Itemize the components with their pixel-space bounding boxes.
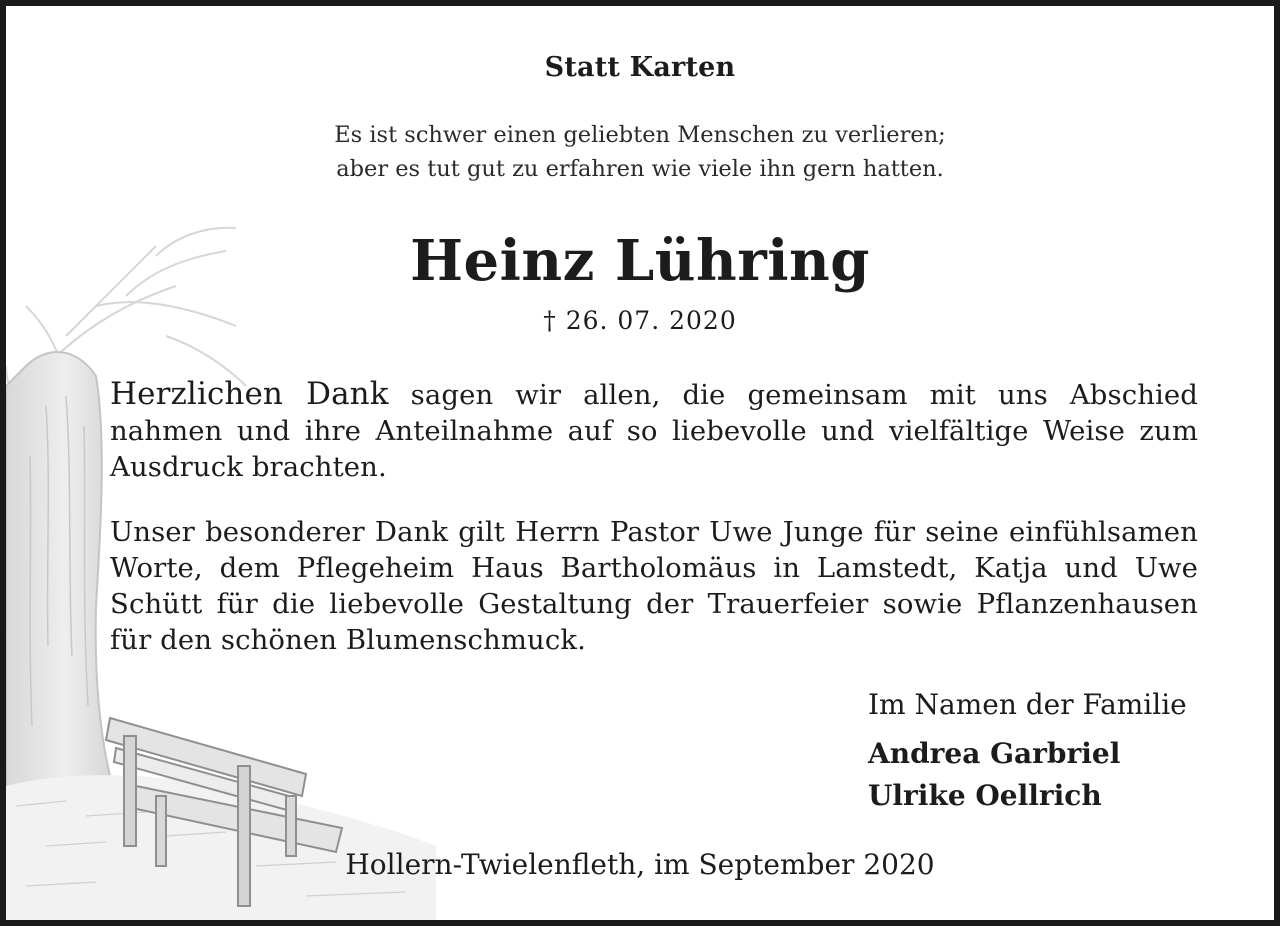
quote-line-1: Es ist schwer einen geliebten Menschen zu verlieren; [334, 122, 946, 148]
signatory-name: Ulrike Oellrich [868, 779, 1102, 812]
thanks-paragraph [110, 376, 1198, 485]
deceased-name: Heinz Lühring [410, 228, 870, 294]
signatory-name: Andrea Garbriel [868, 737, 1121, 770]
thanks-lead: Herzlichen Dank [110, 376, 389, 412]
place-and-date: Hollern-Twielenfleth, im September 2020 [345, 848, 935, 881]
statt-karten-heading: Statt Karten [544, 52, 736, 83]
thanks-text: sagen wir allen, die gemeinsam mit uns Abschied nahmen und ihre Anteilnahme auf so liebevolle und vielfältige Weise zum Ausdruck brachten. [110, 379, 1198, 483]
death-date: † 26. 07. 2020 [543, 306, 737, 335]
signature-intro: Im Namen der Familie [868, 688, 1187, 721]
quote-line-2: aber es tut gut zu erfahren wie viele ihn gern hatten. [336, 156, 944, 182]
tree-trunk [6, 352, 126, 826]
special-thanks-paragraph: Unser besonderer Dank gilt Herrn Pastor Uwe Junge für seine einfühlsamen Worte, dem Pflegeheim Haus Bartholomäus in Lamstedt, Katja und Uwe Schütt für die liebevolle Gestaltung der Trauerfeier sowie Pflanzenhausen für den schönen Blumenschmuck. [110, 516, 1198, 656]
memorial-quote [6, 118, 1274, 186]
